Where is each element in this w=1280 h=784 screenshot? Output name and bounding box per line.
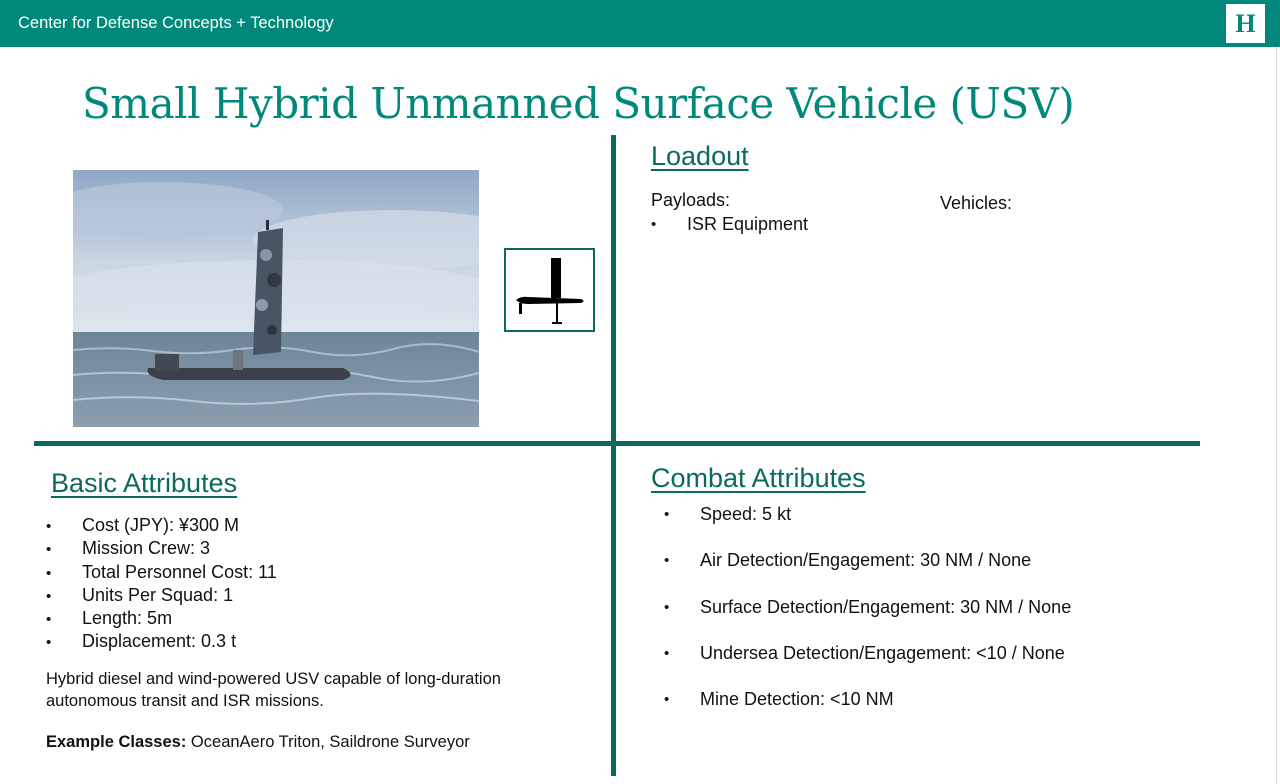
payloads-list: [651, 213, 808, 235]
list-item: • Units Per Squad: 1: [46, 584, 277, 607]
list-item: • Mine Detection: <10 NM: [664, 688, 1071, 734]
list-item: • Undersea Detection/Engagement: <10 / None: [664, 642, 1071, 688]
combat-attributes-list: [664, 503, 1071, 734]
list-item: • ISR Equipment: [651, 213, 808, 235]
vehicles-label: Vehicles:: [940, 193, 1013, 213]
page-title: Small Hybrid Unmanned Surface Vehicle (USV): [82, 79, 1075, 128]
list-item: • Mission Crew: 3: [46, 537, 277, 560]
list-item: • Speed: 5 kt: [664, 503, 1071, 549]
example-classes: [46, 733, 470, 752]
list-item: • Air Detection/Engagement: 30 NM / None: [664, 549, 1071, 595]
list-item: • Cost (JPY): ¥300 M: [46, 514, 277, 537]
list-item: • Surface Detection/Engagement: 30 NM / None: [664, 596, 1071, 642]
usv-photo: [73, 170, 479, 427]
example-label: Example Classes:: [46, 733, 187, 751]
list-item: • Total Personnel Cost: 11: [46, 561, 277, 584]
horizontal-divider: [34, 441, 1200, 446]
slide-edge: [1276, 47, 1277, 784]
example-value: OceanAero Triton, Saildrone Surveyor: [186, 733, 470, 751]
loadout-heading: Loadout: [651, 141, 749, 171]
basic-attributes-list: [46, 514, 277, 654]
vertical-divider: [611, 135, 616, 776]
org-name: Center for Defense Concepts + Technology: [18, 14, 334, 32]
logo-h-icon: H: [1226, 4, 1265, 43]
list-item: • Length: 5m: [46, 607, 277, 630]
combat-attributes-heading: Combat Attributes: [651, 463, 866, 493]
basic-attributes-heading: Basic Attributes: [51, 468, 238, 498]
payloads-label: Payloads:: [651, 190, 731, 210]
header-bar: [0, 0, 1280, 47]
description: Hybrid diesel and wind-powered USV capable of long-duration autonomous transit and ISR missions.: [46, 670, 501, 710]
list-item: • Displacement: 0.3 t: [46, 630, 277, 653]
usv-silhouette-icon: [504, 248, 595, 332]
